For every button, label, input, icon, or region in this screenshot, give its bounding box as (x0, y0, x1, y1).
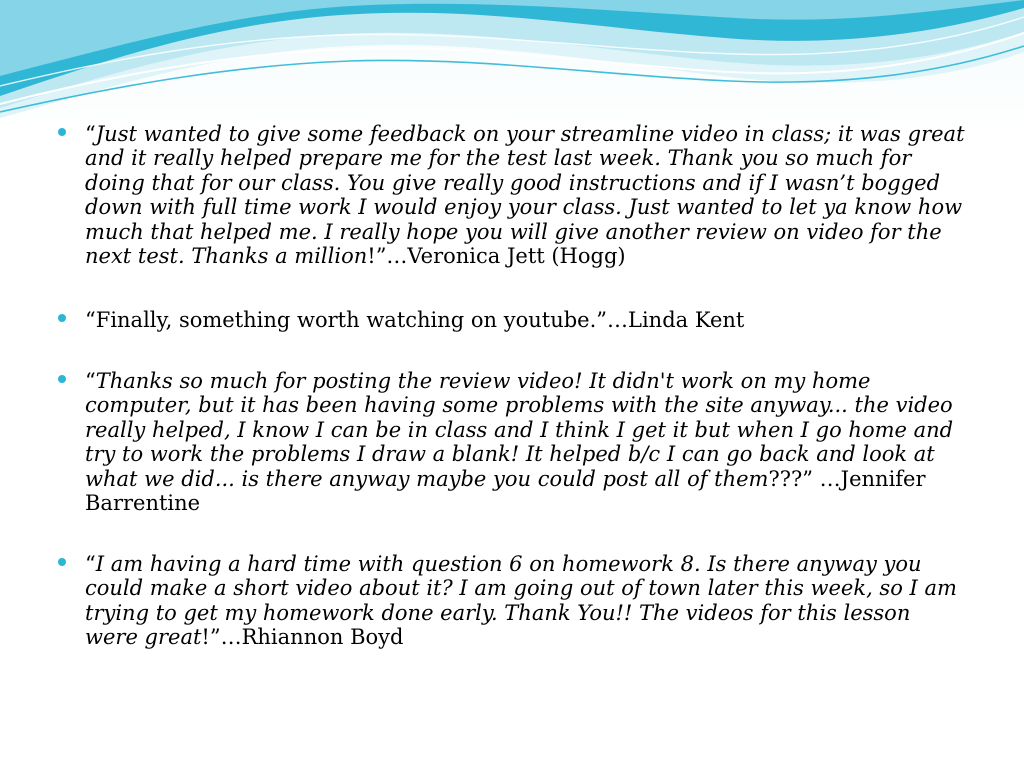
attribution: !”…Veronica Jett (Hogg) (367, 244, 626, 269)
testimonial-item (58, 369, 968, 515)
bullet-icon (58, 375, 66, 383)
quote-body: I am having a hard time with question 6 on homework 8. Is there anyway you could make a short video about it? I am going out of town later this week, so I am trying to get my homework done early. Thank You!! The videos for this lesson were great (85, 552, 957, 650)
testimonial-item (58, 552, 968, 650)
testimonial-text (58, 122, 968, 268)
bullet-icon (58, 558, 66, 566)
open-quote: “ (85, 122, 96, 146)
testimonial-text (58, 308, 968, 332)
quote-body: Just wanted to give some feedback on your streamline video in class; it was great and it really helped prepare me for the test last week. Thank you so much for doing that for our class. You give really good instructions and if I wasn’t bogged down with full time work I would enjoy your class. Just wanted to let ya know how much that helped me. I really hope you will give another review on video for the next test. Thanks a million (85, 122, 965, 269)
wave-header-decoration (0, 0, 1024, 125)
testimonial-text (58, 369, 968, 515)
testimonial-item (58, 122, 968, 268)
attribution: ???” …Jennifer Barrentine (85, 466, 926, 516)
bullet-icon (58, 128, 66, 136)
open-quote: “ (85, 308, 96, 332)
quote-body: Thanks so much for posting the review video! It didn't work on my home computer, but it has been having some problems with the site anyway... the video really helped, I know I can be in class and I think I get it but when I go home and try to work the problems I draw a blank! It helped b/c I can go back and look at what we did... is there anyway maybe you could post all of them (85, 369, 954, 491)
open-quote: “ (85, 369, 96, 393)
testimonial-item (58, 308, 968, 332)
bullet-icon (58, 314, 66, 322)
open-quote: “ (85, 552, 96, 576)
testimonial-text (58, 552, 968, 650)
attribution: !”…Rhiannon Boyd (201, 625, 404, 650)
attribution: Finally, something worth watching on youtube.”…Linda Kent (95, 308, 745, 332)
